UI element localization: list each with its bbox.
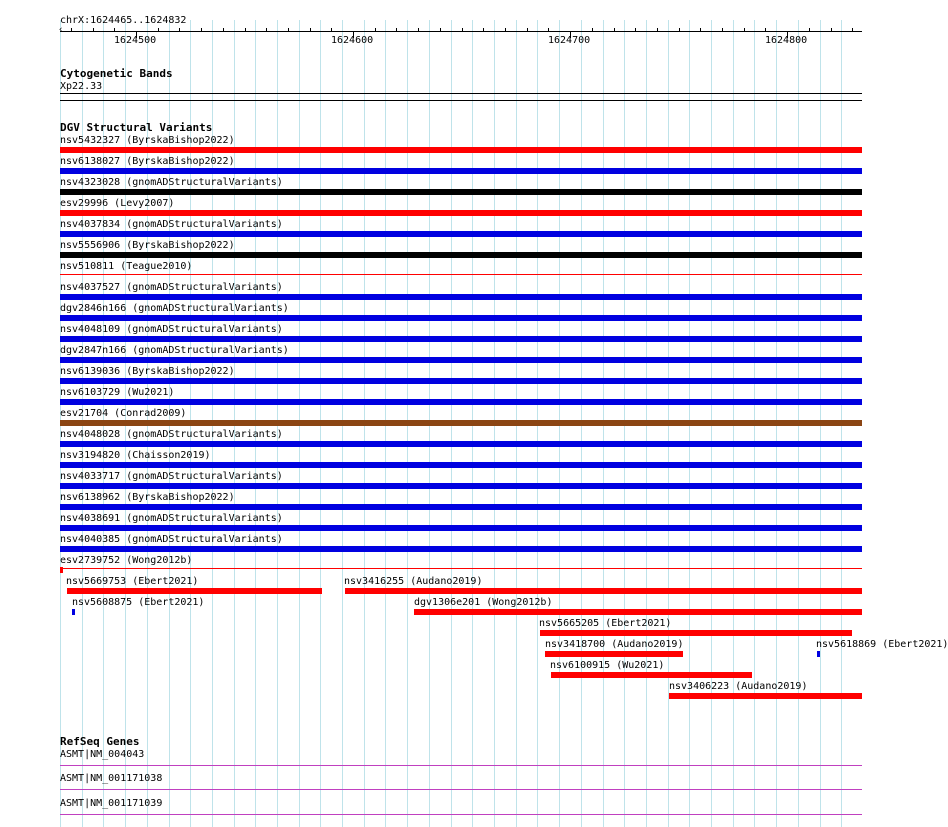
ruler-axis	[60, 31, 862, 32]
variant-label[interactable]: nsv5556906 (ByrskaBishop2022)	[60, 240, 235, 251]
ruler-minor-tick	[592, 28, 593, 32]
variant-label[interactable]: esv2739752 (Wong2012b)	[60, 555, 193, 566]
variant-label[interactable]: esv21704 (Conrad2009)	[60, 408, 187, 419]
cytoband-track-title[interactable]: Cytogenetic Bands	[60, 67, 173, 80]
variant-label[interactable]: esv29996 (Levy2007)	[60, 198, 175, 209]
gene-track[interactable]	[60, 765, 862, 766]
variant-label[interactable]: nsv3194820 (Chaisson2019)	[60, 450, 211, 461]
ruler-minor-tick	[483, 28, 484, 32]
ruler-minor-tick	[310, 28, 311, 32]
variant-label[interactable]: nsv4323028 (gnomADStructuralVariants)	[60, 177, 283, 188]
gene-track[interactable]	[60, 789, 862, 790]
variant-bar[interactable]	[414, 609, 862, 615]
ruler-minor-tick	[440, 28, 441, 32]
variant-label[interactable]: nsv4033717 (gnomADStructuralVariants)	[60, 471, 283, 482]
variant-bar[interactable]	[60, 568, 862, 569]
variant-bar[interactable]	[60, 483, 862, 489]
ruler-minor-tick	[93, 28, 94, 32]
ruler-minor-tick	[527, 28, 528, 32]
variant-bar[interactable]	[60, 357, 862, 363]
tick-label-1624500: 1624500	[114, 35, 157, 46]
ruler-minor-tick	[809, 28, 810, 32]
variant-label[interactable]: nsv6100915 (Wu2021)	[550, 660, 665, 671]
variant-label[interactable]: nsv6103729 (Wu2021)	[60, 387, 175, 398]
ruler-minor-tick	[852, 28, 853, 32]
variant-bar[interactable]	[60, 525, 862, 531]
ruler-minor-tick	[288, 28, 289, 32]
variant-label[interactable]: nsv510811 (Teague2010)	[60, 261, 193, 272]
cytoband-bottom-line	[60, 100, 862, 101]
ruler-minor-tick	[418, 28, 419, 32]
variant-bar[interactable]	[551, 672, 752, 678]
cytoband-top-line	[60, 93, 862, 94]
variant-bar[interactable]	[60, 274, 862, 275]
ruler-minor-tick	[657, 28, 658, 32]
variant-label[interactable]: nsv6138027 (ByrskaBishop2022)	[60, 156, 235, 167]
variant-label[interactable]: nsv4048109 (gnomADStructuralVariants)	[60, 324, 283, 335]
ruler-minor-tick	[722, 28, 723, 32]
variant-bar[interactable]	[60, 189, 862, 195]
gene-label[interactable]: ASMT|NM_004043	[60, 749, 145, 760]
variant-bar[interactable]	[60, 441, 862, 447]
ruler-left-arrow: ‹	[58, 25, 64, 35]
ruler-minor-tick	[71, 28, 72, 32]
variant-bar[interactable]	[60, 231, 862, 237]
variant-label[interactable]: nsv4037527 (gnomADStructuralVariants)	[60, 282, 283, 293]
variant-label[interactable]: nsv4037834 (gnomADStructuralVariants)	[60, 219, 283, 230]
ruler-minor-tick	[266, 28, 267, 32]
variant-bar[interactable]	[60, 378, 862, 384]
variant-bar[interactable]	[60, 252, 862, 258]
ruler-minor-tick	[548, 28, 549, 32]
ruler-minor-tick	[505, 28, 506, 32]
ruler-minor-tick	[831, 28, 832, 32]
gene-track[interactable]	[60, 814, 862, 815]
variant-label[interactable]: nsv3418700 (Audano2019)	[545, 639, 684, 650]
ruler-minor-tick	[114, 28, 115, 32]
variant-bar[interactable]	[60, 336, 862, 342]
dgv-track-title[interactable]: DGV Structural Variants	[60, 121, 213, 134]
variant-label[interactable]: nsv6139036 (ByrskaBishop2022)	[60, 366, 235, 377]
variant-label[interactable]: nsv5669753 (Ebert2021)	[66, 576, 199, 587]
variant-label[interactable]: nsv5665205 (Ebert2021)	[539, 618, 672, 629]
variant-label[interactable]: nsv5618869 (Ebert2021)	[816, 639, 948, 650]
variant-bar[interactable]	[60, 147, 862, 153]
ruler-minor-tick	[700, 28, 701, 32]
variant-label[interactable]: dgv2847n166 (gnomADStructuralVariants)	[60, 345, 289, 356]
ruler-minor-tick	[396, 28, 397, 32]
tick-label-1624800: 1624800	[765, 35, 808, 46]
variant-label[interactable]: nsv4040385 (gnomADStructuralVariants)	[60, 534, 283, 545]
ruler-minor-tick	[223, 28, 224, 32]
ruler-minor-tick	[331, 28, 332, 32]
ruler-minor-tick	[201, 28, 202, 32]
variant-bar[interactable]	[669, 693, 862, 699]
variant-label[interactable]: nsv6138962 (ByrskaBishop2022)	[60, 492, 235, 503]
variant-bar[interactable]	[60, 504, 862, 510]
variant-bar[interactable]	[60, 210, 862, 216]
variant-bar[interactable]	[60, 168, 862, 174]
ruler-minor-tick	[375, 28, 376, 32]
ruler-minor-tick	[679, 28, 680, 32]
ruler-minor-tick	[158, 28, 159, 32]
refseq-track-title[interactable]: RefSeq Genes	[60, 735, 140, 748]
ruler-minor-tick	[614, 28, 615, 32]
variant-bar[interactable]	[345, 588, 862, 594]
tick-label-1624700: 1624700	[548, 35, 591, 46]
variant-bar[interactable]	[545, 651, 683, 657]
ruler-minor-tick	[765, 28, 766, 32]
ruler-minor-tick	[245, 28, 246, 32]
cytoband-label[interactable]: Xp22.33	[60, 81, 103, 92]
variant-bar[interactable]	[60, 294, 862, 300]
variant-label[interactable]: dgv1306e201 (Wong2012b)	[414, 597, 553, 608]
variant-bar[interactable]	[67, 588, 322, 594]
variant-bar[interactable]	[60, 420, 862, 426]
ruler-minor-tick	[635, 28, 636, 32]
variant-bar[interactable]	[540, 630, 852, 636]
variant-label[interactable]: nsv3406223 (Audano2019)	[669, 681, 808, 692]
variant-label[interactable]: dgv2846n166 (gnomADStructuralVariants)	[60, 303, 289, 314]
ruler-minor-tick	[179, 28, 180, 32]
ruler-minor-tick	[744, 28, 745, 32]
variant-bar[interactable]	[60, 546, 862, 552]
variant-label[interactable]: nsv4038691 (gnomADStructuralVariants)	[60, 513, 283, 524]
variant-bar[interactable]	[60, 315, 862, 321]
variant-bar[interactable]	[817, 651, 820, 657]
position-label: chrX:1624465..1624832	[60, 15, 187, 26]
gene-label[interactable]: ASMT|NM_001171039	[60, 798, 163, 809]
variant-bar[interactable]	[72, 609, 75, 615]
variant-bar[interactable]	[60, 399, 862, 405]
variant-label[interactable]: nsv4048028 (gnomADStructuralVariants)	[60, 429, 283, 440]
variant-bar[interactable]	[60, 567, 63, 573]
variant-label[interactable]: nsv5608875 (Ebert2021)	[72, 597, 205, 608]
variant-label[interactable]: nsv5432327 (ByrskaBishop2022)	[60, 135, 235, 146]
variant-bar[interactable]	[60, 462, 862, 468]
ruler-minor-tick	[462, 28, 463, 32]
gene-label[interactable]: ASMT|NM_001171038	[60, 773, 163, 784]
variant-label[interactable]: nsv3416255 (Audano2019)	[344, 576, 483, 587]
tick-label-1624600: 1624600	[331, 35, 374, 46]
